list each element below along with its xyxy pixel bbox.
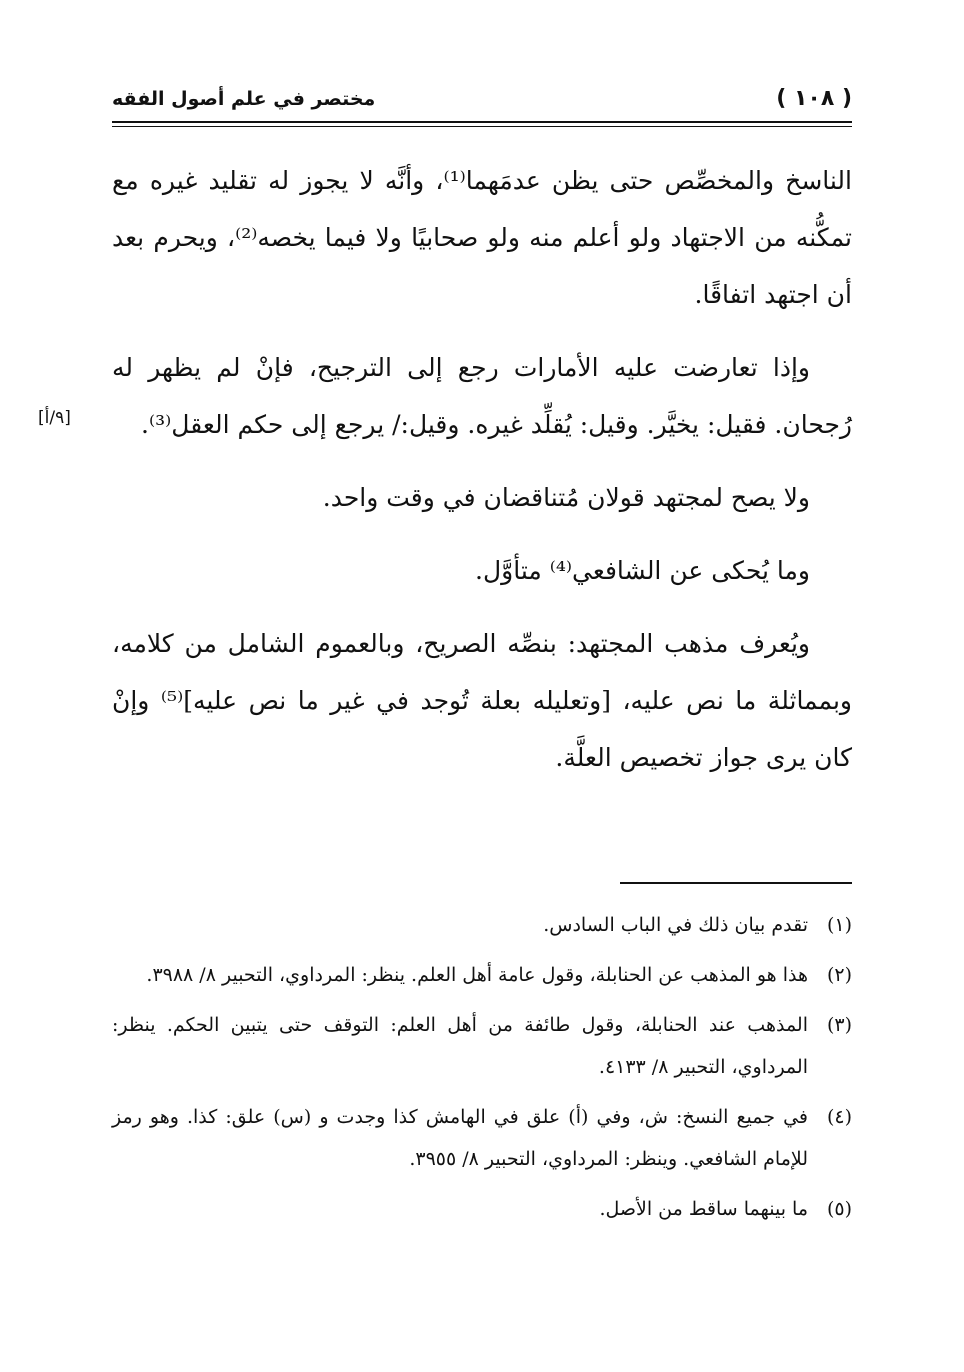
footnote-text: ما بينهما ساقط من الأصل. (599, 1198, 808, 1220)
paragraph: وما يُحكى عن الشافعي⁽⁴⁾ متأوَّل. (475, 556, 810, 585)
footnote-number: (٤) (826, 1106, 852, 1128)
footnote-text: المذهب عند الحنابلة، وقول طائفة من أهل العلم: التوقف حتى يتبين الحكم. ينظر: المرداوي، التحبير ٨/ ٤١٣٣. (112, 1014, 808, 1078)
footnote-separator (620, 882, 852, 884)
main-text (112, 152, 852, 802)
footnote-number: (٢) (826, 964, 852, 986)
page-header (112, 80, 852, 120)
footnote-text: هذا هو المذهب عن الحنابلة، وقول عامة أهل العلم. ينظر: المرداوي، التحبير ٨/ ٣٩٨٨. (146, 964, 808, 986)
paragraph: الناسخ والمخصِّص حتى يظن عدمَهما⁽¹⁾، وأنَّه لا يجوز له تقليد غيره مع تمكُّنه من الاجتهاد ولو أعلم منه ولو صحابيًا ولا فيما يخصه⁽²⁾، ويحرم بعد أن اجتهد اتفاقًا. (112, 166, 852, 309)
paragraph: ويُعرف مذهب المجتهد: بنصِّه الصريح، وبالعموم الشامل من كلامه، وبمماثلة ما نص عليه، [وتعليله بعلة تُوجد في غير ما نص عليه]⁽⁵⁾ وإنْ كان يرى جواز تخصيص العلَّة. (112, 629, 852, 772)
header-rule-thin (112, 126, 852, 127)
folio-margin-note: [٩/أ] (38, 408, 71, 428)
footnote-number: (٥) (826, 1198, 852, 1220)
footnote (112, 1096, 852, 1180)
footnote (112, 904, 852, 946)
paragraph: وإذا تعارضت عليه الأمارات رجع إلى الترجيح، فإنْ لم يظهر له رُجحان. فقيل: يخيَّر. وقيل: يُقلِّد غيره. وقيل:/ يرجع إلى حكم العقل⁽³⁾. (112, 353, 852, 439)
footnote-text: في جميع النسخ: ش، وفي (أ) علق في الهامش كذا وجدت و (س) علق: كذا. وهو رمز للإمام الشافعي. وينظر: المرداوي، التحبير ٨/ ٣٩٥٥. (112, 1106, 808, 1170)
footnote (112, 954, 852, 996)
footnote-text: تقدم بيان ذلك في الباب السادس. (543, 914, 808, 936)
paragraph: ولا يصح لمجتهد قولان مُتناقضان في وقت واحد. (322, 483, 810, 512)
footnote (112, 1004, 852, 1088)
footnote-number: (١) (826, 914, 852, 936)
header-rule (112, 121, 852, 123)
footnotes (112, 904, 852, 1238)
footnote (112, 1188, 852, 1230)
running-title: مختصر في علم أصول الفقه (112, 88, 376, 110)
page-number: ( ١٠٨ ) (776, 86, 852, 111)
footnote-number: (٣) (826, 1014, 852, 1036)
